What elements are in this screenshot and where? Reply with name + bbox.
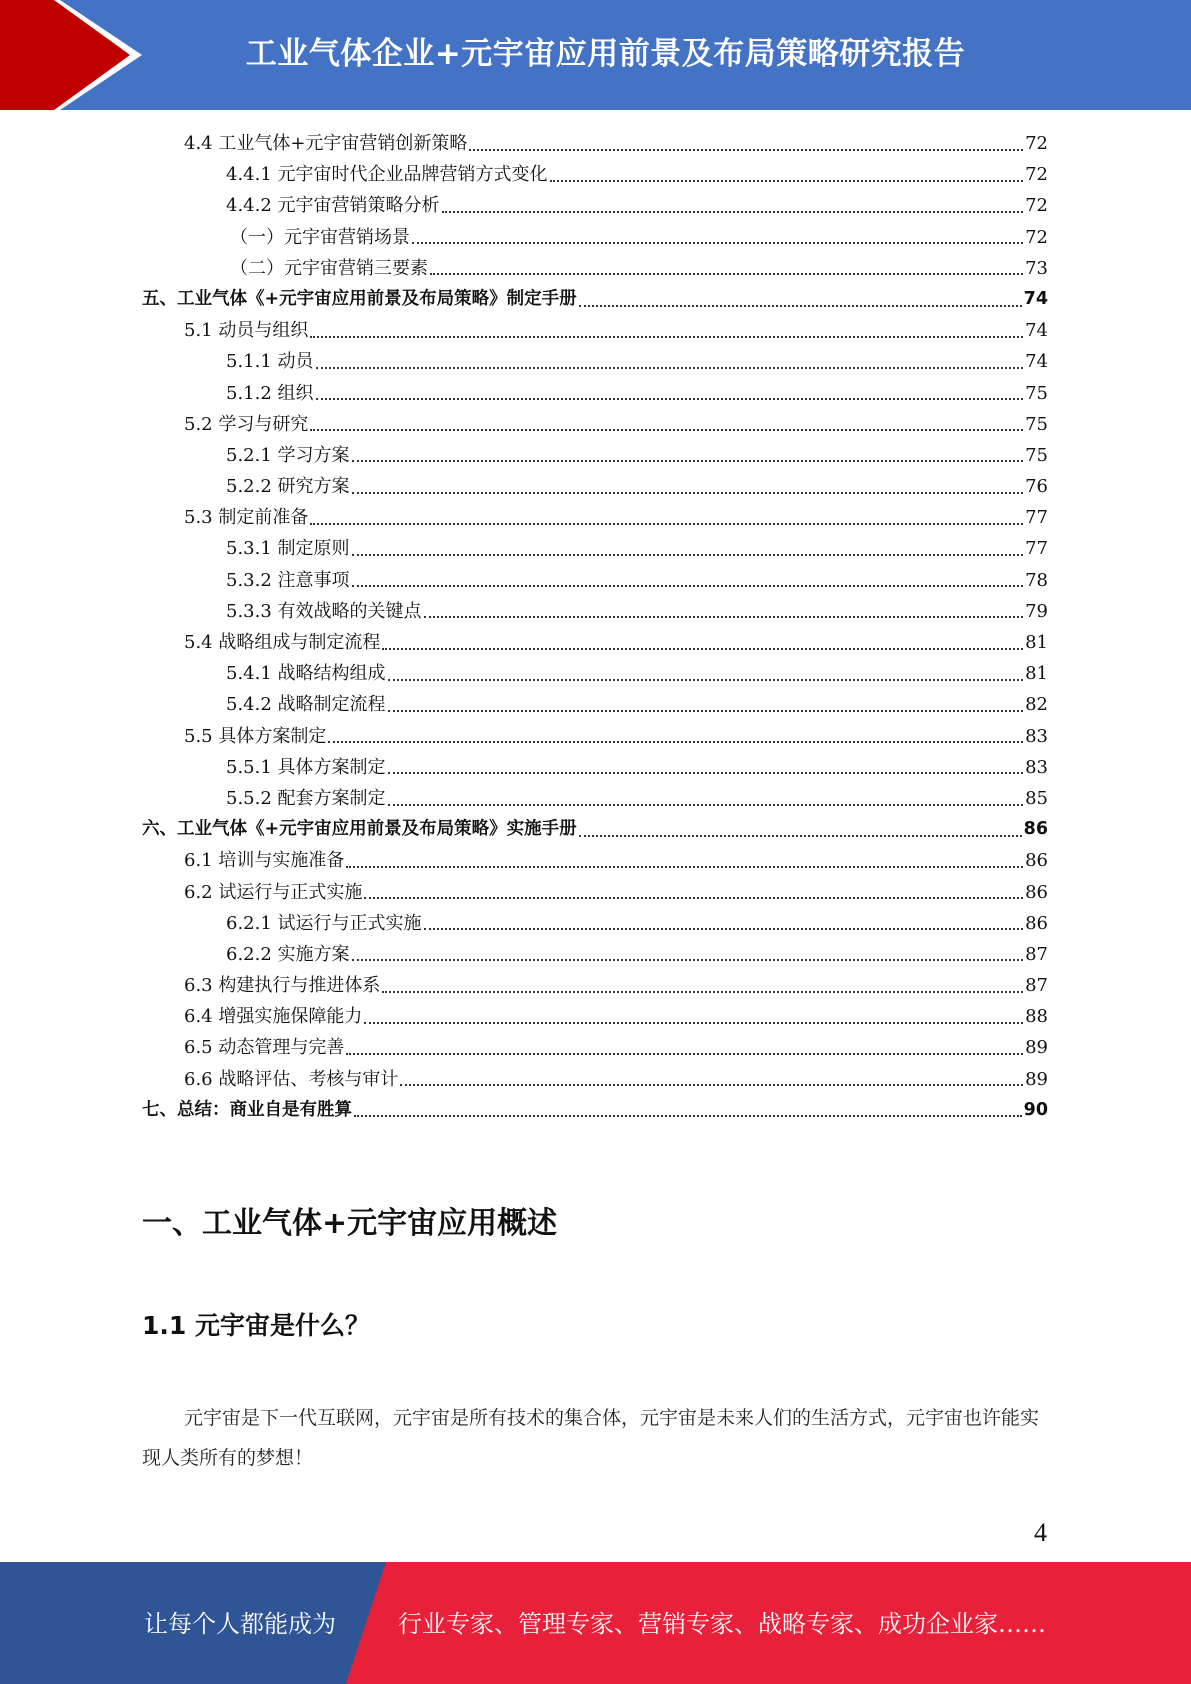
- toc-dot-leader: [424, 928, 1024, 930]
- table-of-contents: [142, 128, 1048, 1126]
- toc-entry-page: 72: [1025, 226, 1048, 248]
- toc-entry-page: 72: [1025, 164, 1048, 186]
- toc-entry-page: 86: [1025, 912, 1048, 934]
- toc-dot-leader: [412, 242, 1023, 244]
- toc-entry-page: 75: [1025, 413, 1048, 435]
- toc-entry-label: 6.1 培训与实施准备: [184, 850, 345, 872]
- toc-entry-page: 74: [1025, 320, 1048, 342]
- toc-entry[interactable]: [142, 440, 1048, 471]
- footer-slogan-left: 让每个人都能成为: [144, 1610, 336, 1638]
- toc-entry-label: 6.6 战略评估、考核与审计: [184, 1068, 399, 1090]
- toc-entry-label: 4.4.2 元宇宙营销策略分析: [226, 195, 440, 217]
- toc-dot-leader: [388, 804, 1024, 806]
- toc-entry-page: 77: [1025, 538, 1048, 560]
- toc-entry-page: 86: [1023, 819, 1048, 840]
- toc-entry-label: 5.2.2 研究方案: [226, 476, 350, 498]
- toc-entry-page: 86: [1025, 850, 1048, 872]
- toc-entry-page: 83: [1025, 725, 1048, 747]
- toc-entry-page: 75: [1025, 444, 1048, 466]
- toc-entry-label: 5.3.2 注意事项: [226, 569, 350, 591]
- toc-entry[interactable]: [142, 783, 1048, 814]
- toc-entry-label: 6.2.1 试运行与正式实施: [226, 912, 422, 934]
- toc-dot-leader: [310, 523, 1023, 525]
- toc-dot-leader: [388, 710, 1024, 712]
- toc-dot-leader: [352, 492, 1024, 494]
- toc-entry-page: 83: [1025, 756, 1048, 778]
- toc-dot-leader: [316, 398, 1024, 400]
- chapter-heading: 一、工业气体+元宇宙应用概述: [142, 1206, 558, 1241]
- toc-entry-label: 5.1.2 组织: [226, 382, 314, 404]
- toc-entry[interactable]: [142, 1001, 1048, 1032]
- toc-entry[interactable]: [142, 409, 1048, 440]
- toc-entry-page: 87: [1025, 943, 1048, 965]
- toc-dot-leader: [388, 772, 1024, 774]
- body-paragraph: 元宇宙是下一代互联网，元宇宙是所有技术的集合体，元宇宙是未来人们的生活方式，元宇宙也许能实现人类所有的梦想！: [142, 1407, 1040, 1469]
- toc-dot-leader: [400, 1084, 1023, 1086]
- toc-entry-page: 90: [1023, 1099, 1048, 1120]
- toc-dot-leader: [364, 1022, 1023, 1024]
- toc-dot-leader: [388, 679, 1024, 681]
- section-heading: 1.1 元宇宙是什么？: [142, 1311, 370, 1340]
- toc-entry-page: 82: [1025, 694, 1048, 716]
- toc-entry-page: 72: [1025, 195, 1048, 217]
- toc-entry-label: 5.5 具体方案制定: [184, 725, 327, 747]
- toc-entry[interactable]: [142, 1064, 1048, 1095]
- toc-entry-label: 5.4 战略组成与制定流程: [184, 632, 381, 653]
- toc-entry-label: 4.4 工业气体+元宇宙营销创新策略: [184, 133, 468, 154]
- toc-entry-label: 5.3.1 制定原则: [226, 538, 350, 560]
- toc-entry-page: 87: [1025, 975, 1048, 997]
- toc-entry-label: （一）元宇宙营销场景: [230, 226, 410, 248]
- toc-dot-leader: [352, 554, 1024, 556]
- toc-dot-leader: [424, 616, 1024, 618]
- toc-entry-page: 74: [1025, 351, 1048, 373]
- toc-entry[interactable]: [142, 814, 1048, 845]
- toc-entry-label: 5.5.2 配套方案制定: [226, 787, 386, 809]
- toc-entry-label: 5.2 学习与研究: [184, 413, 309, 435]
- header-banner: [0, 0, 1191, 110]
- toc-entry-page: 85: [1025, 787, 1048, 809]
- toc-entry[interactable]: [142, 190, 1048, 221]
- toc-entry-label: 5.2.1 学习方案: [226, 444, 350, 466]
- toc-dot-leader: [442, 211, 1024, 213]
- toc-entry[interactable]: [142, 1032, 1048, 1063]
- toc-entry-label: 5.1.1 动员: [226, 351, 314, 373]
- toc-entry-page: 86: [1025, 881, 1048, 903]
- toc-dot-leader: [328, 741, 1023, 743]
- toc-entry[interactable]: [142, 284, 1048, 315]
- toc-dot-leader: [346, 1053, 1023, 1055]
- footer-banner: [0, 1562, 1191, 1684]
- toc-dot-leader: [310, 336, 1023, 338]
- toc-dot-leader: [579, 305, 1022, 307]
- toc-entry-label: （二）元宇宙营销三要素: [230, 257, 428, 279]
- toc-entry[interactable]: [142, 128, 1048, 159]
- toc-entry[interactable]: [142, 378, 1048, 409]
- toc-entry-label: 6.2 试运行与正式实施: [184, 881, 363, 903]
- toc-entry-page: 75: [1025, 382, 1048, 404]
- toc-entry-label: 6.3 构建执行与推进体系: [184, 975, 381, 997]
- toc-entry[interactable]: [142, 689, 1048, 720]
- toc-entry-label: 4.4.1 元宇宙时代企业品牌营销方式变化: [226, 164, 548, 186]
- toc-entry-page: 73: [1025, 257, 1048, 279]
- toc-dot-leader: [352, 585, 1024, 587]
- toc-entry-label: 5.4.1 战略结构组成: [226, 663, 386, 685]
- toc-entry[interactable]: [142, 253, 1048, 284]
- toc-entry-label: 6.4 增强实施保障能力: [184, 1006, 363, 1028]
- toc-entry[interactable]: [142, 1095, 1048, 1126]
- toc-entry-label: 六、工业气体《+元宇宙应用前景及布局策略》实施手册: [142, 819, 577, 840]
- toc-entry-label: 5.3.3 有效战略的关键点: [226, 600, 422, 622]
- toc-entry[interactable]: [142, 596, 1048, 627]
- page-number: 4: [1034, 1518, 1047, 1547]
- toc-entry-label: 5.5.1 具体方案制定: [226, 756, 386, 778]
- toc-entry[interactable]: [142, 346, 1048, 377]
- toc-entry[interactable]: [142, 845, 1048, 876]
- toc-entry[interactable]: [142, 877, 1048, 908]
- toc-entry[interactable]: [142, 627, 1048, 658]
- toc-entry[interactable]: [142, 533, 1048, 564]
- toc-entry-label: 6.5 动态管理与完善: [184, 1037, 345, 1059]
- report-title: 工业气体企业+元宇宙应用前景及布局策略研究报告: [245, 36, 966, 72]
- toc-entry[interactable]: [142, 222, 1048, 253]
- toc-dot-leader: [352, 959, 1024, 961]
- toc-dot-leader: [579, 835, 1022, 837]
- toc-dot-leader: [354, 1115, 1022, 1117]
- toc-entry-page: 79: [1025, 600, 1048, 622]
- toc-entry-page: 74: [1023, 288, 1048, 309]
- toc-entry-page: 78: [1025, 569, 1048, 591]
- toc-dot-leader: [364, 897, 1023, 899]
- toc-dot-leader: [469, 149, 1023, 151]
- toc-entry[interactable]: [142, 658, 1048, 689]
- toc-dot-leader: [352, 460, 1024, 462]
- toc-dot-leader: [382, 648, 1023, 650]
- toc-entry-page: 88: [1025, 1006, 1048, 1028]
- toc-entry-label: 5.1 动员与组织: [184, 320, 309, 342]
- toc-entry-label: 七、总结：商业自是有胜算: [142, 1099, 352, 1120]
- toc-entry-page: 72: [1025, 133, 1048, 154]
- toc-entry-page: 76: [1025, 476, 1048, 498]
- toc-entry[interactable]: [142, 471, 1048, 502]
- toc-dot-leader: [316, 367, 1024, 369]
- toc-entry-label: 5.4.2 战略制定流程: [226, 694, 386, 716]
- toc-entry-label: 五、工业气体《+元宇宙应用前景及布局策略》制定手册: [142, 288, 577, 309]
- footer-slogan-right: 行业专家、管理专家、营销专家、战略专家、成功企业家……: [398, 1610, 1046, 1638]
- toc-entry-label: 6.2.2 实施方案: [226, 943, 350, 965]
- toc-dot-leader: [550, 180, 1024, 182]
- toc-entry-label: 5.3 制定前准备: [184, 507, 309, 529]
- toc-entry[interactable]: [142, 502, 1048, 533]
- toc-entry-page: 89: [1025, 1037, 1048, 1059]
- toc-entry[interactable]: [142, 970, 1048, 1001]
- toc-entry-page: 89: [1025, 1068, 1048, 1090]
- toc-entry[interactable]: [142, 721, 1048, 752]
- toc-dot-leader: [382, 991, 1023, 993]
- toc-entry-page: 81: [1025, 632, 1048, 653]
- toc-dot-leader: [310, 429, 1023, 431]
- toc-dot-leader: [430, 273, 1023, 275]
- toc-entry-page: 81: [1025, 663, 1048, 685]
- toc-entry[interactable]: [142, 908, 1048, 939]
- toc-entry[interactable]: [142, 939, 1048, 970]
- toc-dot-leader: [346, 866, 1023, 868]
- toc-entry-page: 77: [1025, 507, 1048, 529]
- toc-entry[interactable]: [142, 565, 1048, 596]
- toc-entry[interactable]: [142, 752, 1048, 783]
- toc-entry[interactable]: [142, 315, 1048, 346]
- toc-entry[interactable]: [142, 159, 1048, 190]
